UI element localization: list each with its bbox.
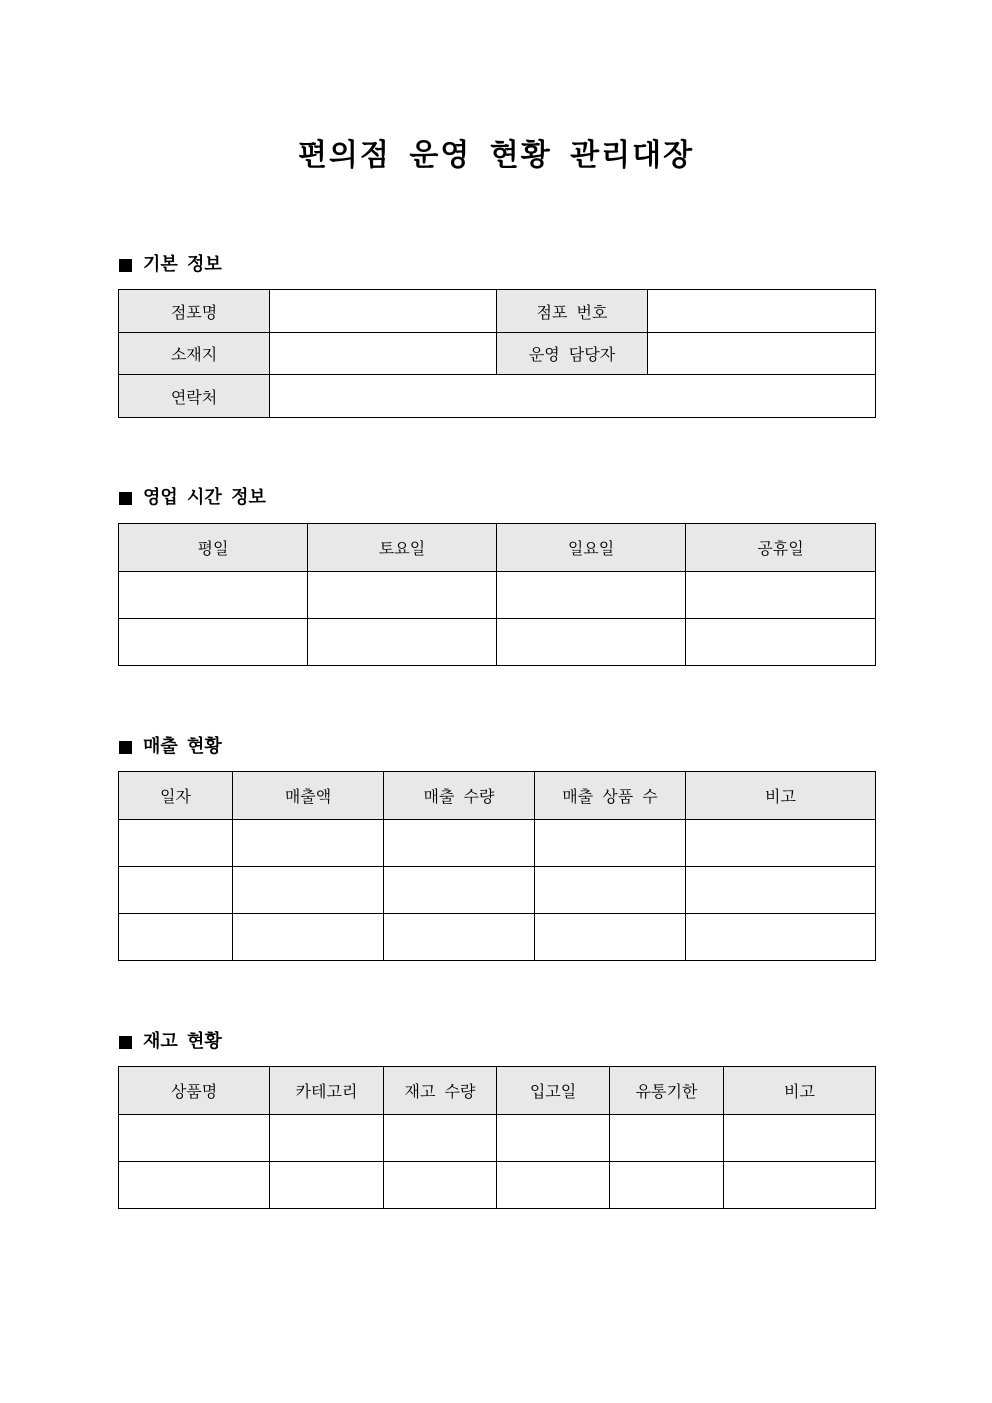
square-bullet-icon	[119, 492, 132, 505]
table-cell[interactable]	[497, 619, 686, 666]
table-cell[interactable]	[308, 619, 497, 666]
column-header-expiry-date: 유통기한	[610, 1067, 724, 1115]
table-cell[interactable]	[686, 572, 876, 619]
table-cell[interactable]	[233, 867, 384, 914]
table-cell[interactable]	[384, 914, 535, 961]
store-number-label: 점포 번호	[497, 290, 648, 333]
column-header-sales-quantity: 매출 수량	[384, 772, 535, 820]
table-cell[interactable]	[119, 572, 308, 619]
table-cell[interactable]	[119, 820, 233, 867]
column-header-received-date: 입고일	[497, 1067, 610, 1115]
column-header-sunday: 일요일	[497, 524, 686, 572]
contact-label: 연락처	[119, 375, 270, 418]
table-row	[119, 290, 876, 333]
table-cell[interactable]	[119, 867, 233, 914]
business-hours-table	[118, 523, 876, 666]
table-row	[119, 820, 876, 867]
table-header-row	[119, 772, 876, 820]
column-header-category: 카테고리	[270, 1067, 384, 1115]
table-cell[interactable]	[610, 1162, 724, 1209]
section-heading-inventory	[119, 1030, 222, 1054]
table-cell[interactable]	[308, 572, 497, 619]
sales-table	[118, 771, 876, 961]
square-bullet-icon	[119, 741, 132, 754]
table-cell[interactable]	[686, 820, 876, 867]
section-title: 재고 현황	[143, 1031, 222, 1052]
column-header-product-count: 매출 상품 수	[535, 772, 686, 820]
table-row	[119, 1162, 876, 1209]
document-title: 편의점 운영 현황 관리대장	[297, 138, 695, 173]
table-cell[interactable]	[270, 1162, 384, 1209]
column-header-product-name: 상품명	[119, 1067, 270, 1115]
store-name-field[interactable]	[270, 290, 497, 333]
table-cell[interactable]	[270, 1115, 384, 1162]
section-heading-sales	[119, 735, 222, 759]
column-header-saturday: 토요일	[308, 524, 497, 572]
table-header-row	[119, 524, 876, 572]
table-cell[interactable]	[686, 619, 876, 666]
manager-label: 운영 담당자	[497, 333, 648, 375]
table-row	[119, 333, 876, 375]
contact-field[interactable]	[270, 375, 876, 418]
column-header-date: 일자	[119, 772, 233, 820]
table-cell[interactable]	[384, 1115, 497, 1162]
table-cell[interactable]	[724, 1162, 876, 1209]
column-header-weekday: 평일	[119, 524, 308, 572]
table-cell[interactable]	[497, 1162, 610, 1209]
section-title: 기본 정보	[143, 254, 222, 275]
store-number-field[interactable]	[648, 290, 876, 333]
section-heading-business-hours	[119, 486, 266, 510]
table-cell[interactable]	[119, 1115, 270, 1162]
manager-field[interactable]	[648, 333, 876, 375]
table-cell[interactable]	[384, 820, 535, 867]
table-row	[119, 914, 876, 961]
section-title: 매출 현황	[143, 736, 222, 757]
address-label: 소재지	[119, 333, 270, 375]
table-cell[interactable]	[497, 572, 686, 619]
table-cell[interactable]	[384, 867, 535, 914]
table-cell[interactable]	[535, 867, 686, 914]
table-row	[119, 867, 876, 914]
table-cell[interactable]	[233, 914, 384, 961]
table-cell[interactable]	[384, 1162, 497, 1209]
table-cell[interactable]	[686, 867, 876, 914]
table-cell[interactable]	[497, 1115, 610, 1162]
table-row	[119, 1115, 876, 1162]
table-header-row	[119, 1067, 876, 1115]
table-cell[interactable]	[119, 619, 308, 666]
inventory-table	[118, 1066, 876, 1209]
table-cell[interactable]	[535, 820, 686, 867]
column-header-holiday: 공휴일	[686, 524, 876, 572]
table-row	[119, 619, 876, 666]
address-field[interactable]	[270, 333, 497, 375]
table-cell[interactable]	[119, 1162, 270, 1209]
table-cell[interactable]	[724, 1115, 876, 1162]
column-header-notes: 비고	[724, 1067, 876, 1115]
table-cell[interactable]	[233, 820, 384, 867]
column-header-notes: 비고	[686, 772, 876, 820]
column-header-stock-quantity: 재고 수량	[384, 1067, 497, 1115]
table-cell[interactable]	[610, 1115, 724, 1162]
column-header-sales-amount: 매출액	[233, 772, 384, 820]
basic-info-table	[118, 289, 876, 418]
table-cell[interactable]	[535, 914, 686, 961]
square-bullet-icon	[119, 1036, 132, 1049]
store-name-label: 점포명	[119, 290, 270, 333]
table-row	[119, 375, 876, 418]
table-cell[interactable]	[119, 914, 233, 961]
square-bullet-icon	[119, 259, 132, 272]
section-heading-basic-info	[119, 253, 222, 277]
table-cell[interactable]	[686, 914, 876, 961]
table-row	[119, 572, 876, 619]
section-title: 영업 시간 정보	[143, 487, 266, 508]
